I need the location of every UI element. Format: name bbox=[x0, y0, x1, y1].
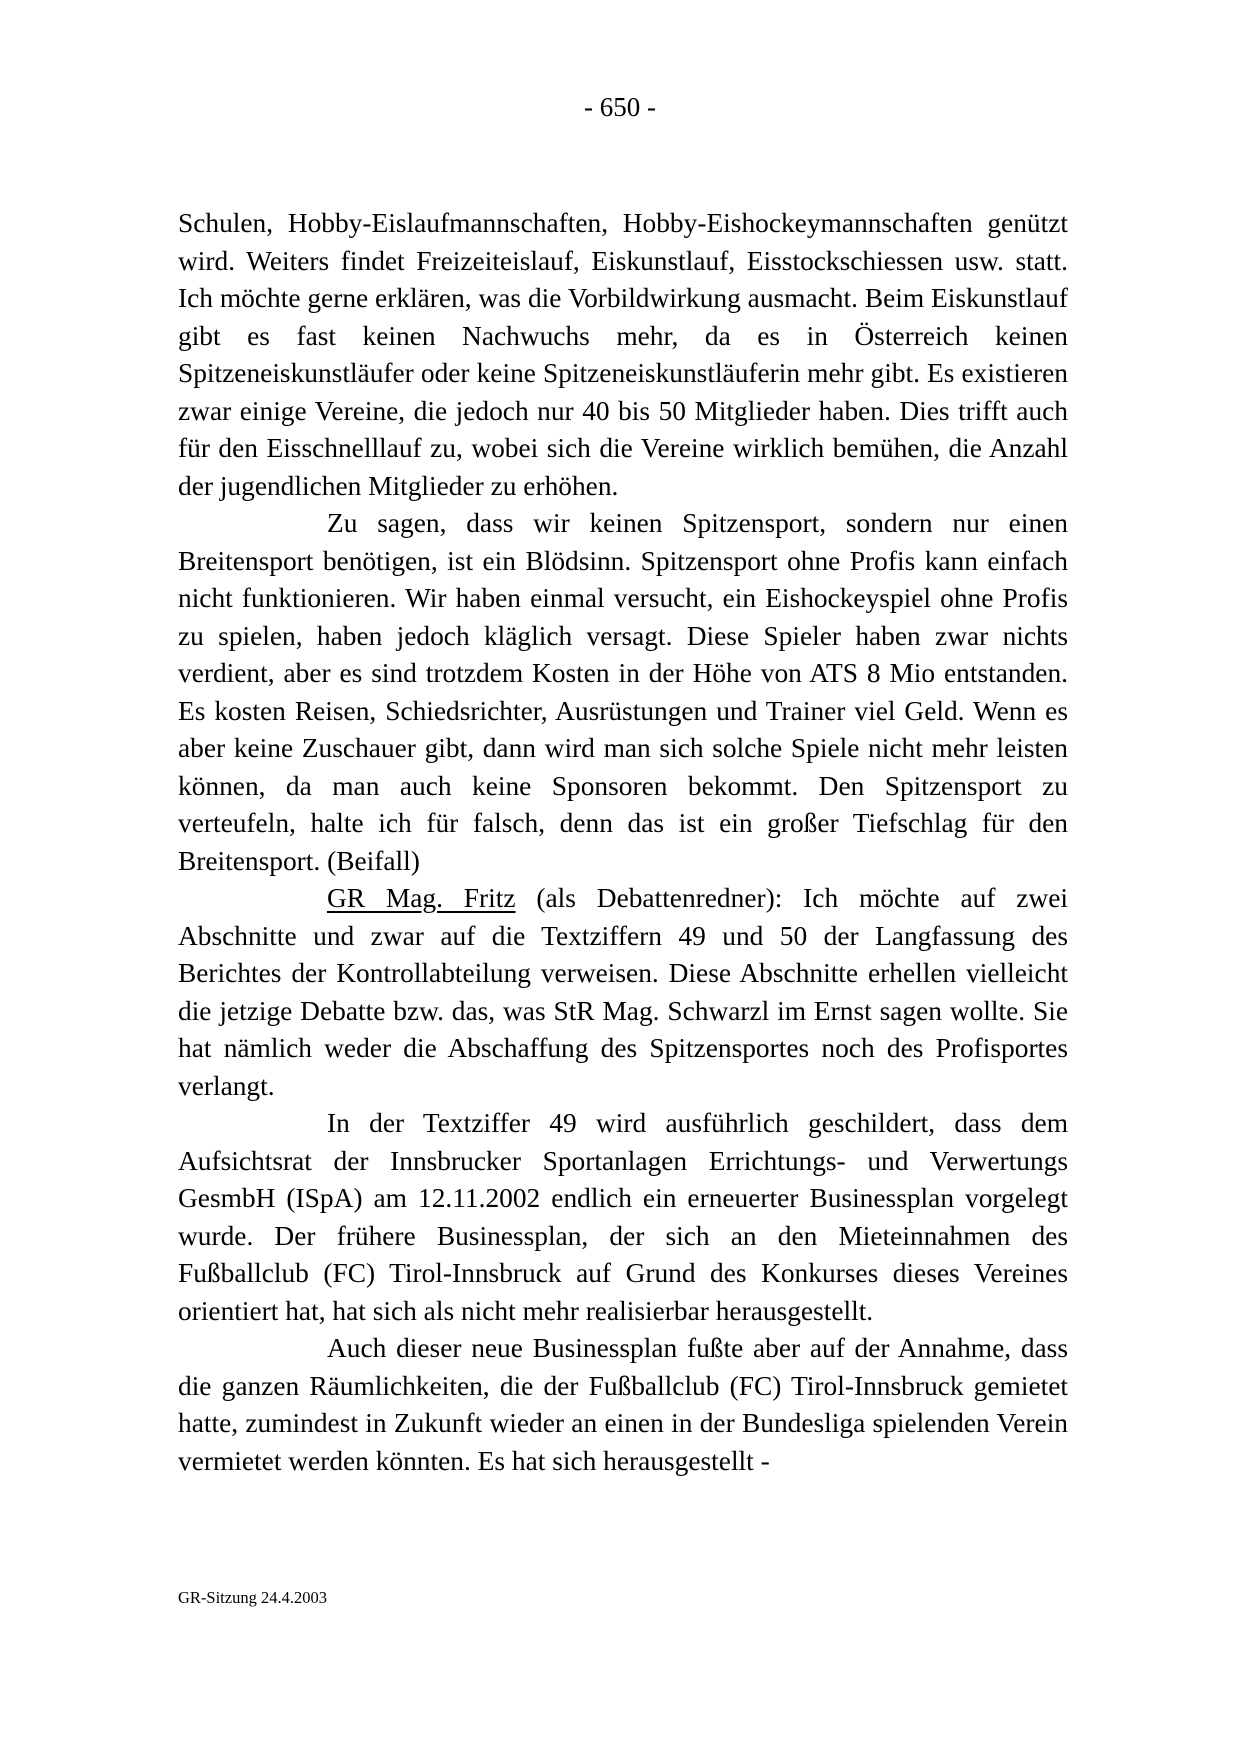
page-number: - 650 - bbox=[584, 92, 656, 122]
paragraph: Zu sagen, dass wir keinen Spitzensport, sondern nur einen Breitensport benötigen, ist ein Blödsinn. Spitzensport ohne Profis kann einfach nicht funktionieren. Wir haben einmal versucht, ein Eishockeyspiel ohne Profis zu spielen, haben jedoch kläglich versagt. Diese Spieler haben zwar nichts verdient, aber es sind trotzdem Kosten in der Höhe von ATS 8 Mio entstanden. Es kosten Reisen, Schiedsrichter, Ausrüstungen und Trainer viel Geld. Wenn es aber keine Zuschauer gibt, dann wird man sich solche Spiele nicht mehr leisten können, da man auch keine Sponsoren bekommt. Den Spitzensport zu verteufeln, halte ich für falsch, denn das ist ein großer Tiefschlag für den Breitensport. (Beifall) bbox=[178, 508, 1068, 876]
speaker-text: (als Debattenredner): Ich möchte auf zwei Abschnitte und zwar auf die Textziffern 49 und 50 der Langfassung des Berichtes der Kontrollabteilung verweisen. Diese Abschnitte erhellen vielleicht die jetzige Debatte bzw. das, was StR Mag. Schwarzl im Ernst sagen wollte. Sie hat nämlich weder die Abschaffung des Spitzensportes noch des Profisportes verlangt. bbox=[178, 883, 1068, 1101]
paragraph-speaker-statement bbox=[178, 880, 1068, 1105]
paragraph: Auch dieser neue Businessplan fußte aber auf der Annahme, dass die ganzen Räumlichkeiten, die der Fußballclub (FC) Tirol-Innsbruck gemietet hatte, zumindest in Zukunft wieder an einen in der Bundesliga spielenden Verein vermietet werden könnten. Es hat sich herausgestellt - bbox=[178, 1333, 1068, 1476]
paragraph: In der Textziffer 49 wird ausführlich geschildert, dass dem Aufsichtsrat der Innsbrucker Sportanlagen Errichtungs- und Verwertungs GesmbH (ISpA) am 12.11.2002 endlich ein erneuerter Businessplan vorgelegt wurde. Der frühere Businessplan, der sich an den Mieteinnahmen des Fußballclub (FC) Tirol-Innsbruck auf Grund des Konkurses dieses Vereines orientiert hat, hat sich als nicht mehr realisierbar herausgestellt. bbox=[178, 1108, 1068, 1326]
footer-session-date: GR-Sitzung 24.4.2003 bbox=[178, 1588, 327, 1607]
speaker-name: GR Mag. Fritz bbox=[327, 883, 516, 913]
document-body bbox=[178, 205, 1068, 1480]
paragraph: Schulen, Hobby-Eislaufmannschaften, Hobby-Eishockeymannschaften genützt wird. Weiters findet Freizeiteislauf, Eiskunstlauf, Eisstockschiessen usw. statt. Ich möchte gerne erklären, was die Vorbildwirkung ausmacht. Beim Eiskunstlauf gibt es fast keinen Nachwuchs mehr, da es in Österreich keinen Spitzeneiskunstläufer oder keine Spitzeneiskunstläuferin mehr gibt. Es existieren zwar einige Vereine, die jedoch nur 40 bis 50 Mitglieder haben. Dies trifft auch für den Eisschnelllauf zu, wobei sich die Vereine wirklich bemühen, die Anzahl der jugendlichen Mitglieder zu erhöhen. bbox=[178, 208, 1068, 501]
